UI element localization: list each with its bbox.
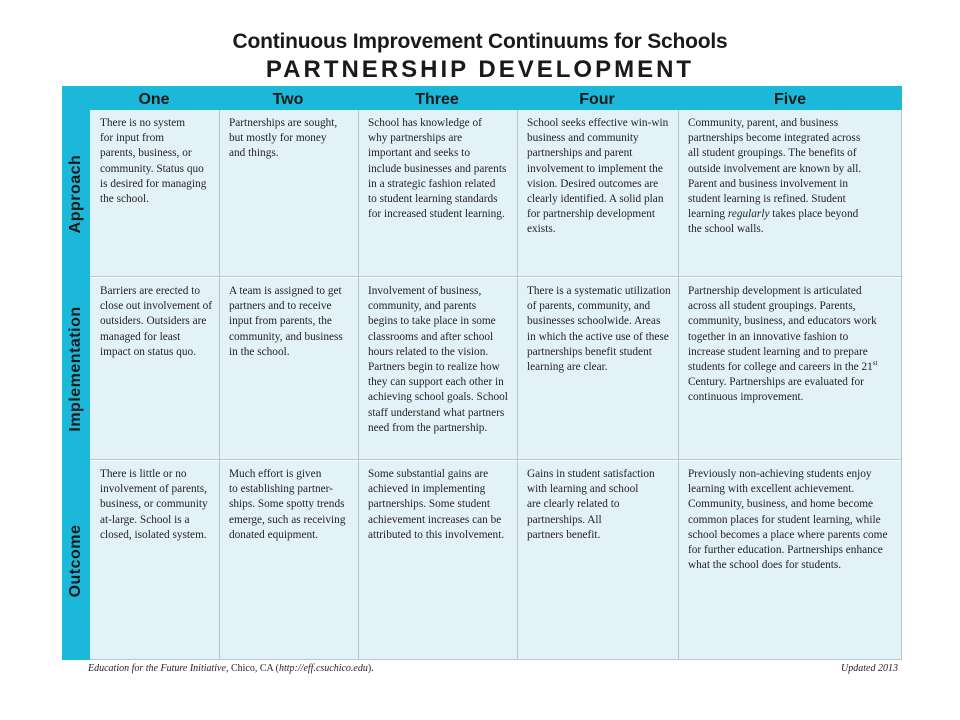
column-divider bbox=[358, 110, 359, 660]
cell-outcome-two: Much effort is given to establishing partner- ships. Some spotty trends emerge, such as receiving donated equipment. bbox=[219, 461, 358, 660]
footer-credit: Education for the Future Initiative, Chico, CA (http://eff.csuchico.edu). bbox=[88, 663, 374, 674]
column-header-three: Three bbox=[415, 91, 459, 108]
cell-outcome-four: Gains in student satisfaction with learning and school are clearly related to partnerships. All partners benefit. bbox=[517, 461, 678, 660]
cell-outcome-one: There is little or no involvement of parents, business, or community at-large. School is a closed, isolated system. bbox=[90, 461, 219, 660]
cell-implementation-two: A team is assigned to get partners and to receive input from parents, the community, and business in the school. bbox=[219, 278, 358, 460]
column-divider bbox=[678, 110, 679, 660]
row-label-implementation: Implementation bbox=[67, 306, 84, 432]
row-label-approach: Approach bbox=[67, 154, 84, 233]
row-label-outcome: Outcome bbox=[67, 524, 84, 597]
footer-updated: Updated 2013 bbox=[841, 663, 898, 674]
cell-outcome-five: Previously non-achieving students enjoy learning with excellent achievement. Community, business, and home become common places for student learning, while school becomes a place where parents come for further education. Partnerships enhance what the school does for students. bbox=[678, 461, 902, 660]
cell-implementation-one: Barriers are erected to close out involvement of outsiders. Outsiders are managed for least impact on status quo. bbox=[90, 278, 219, 460]
column-divider bbox=[219, 110, 220, 660]
cell-implementation-four: There is a systematic utilization of parents, community, and businesses schoolwide. Areas in which the active use of these partnerships benefit student learning are clear. bbox=[517, 278, 678, 460]
column-header-two: Two bbox=[272, 91, 304, 108]
column-header-four: Four bbox=[579, 91, 615, 108]
page-subtitle: PARTNERSHIP DEVELOPMENT bbox=[265, 56, 695, 83]
column-divider bbox=[517, 110, 518, 660]
row-divider bbox=[90, 459, 902, 460]
cell-approach-one: There is no system for input from parents, business, or community. Status quo is desired for managing the school. bbox=[90, 110, 219, 277]
table-bottom-border bbox=[90, 659, 902, 660]
column-header-one: One bbox=[138, 91, 170, 108]
cell-implementation-five: Partnership development is articulated across all student groupings. Parents, community, business, and educators work together in an innovative fashion to increase student learning and to prepare students for college and careers in the 21st Century. Partnerships are evaluated for continuous improvement. bbox=[678, 278, 902, 460]
cell-approach-four: School seeks effective win-win business and community partnerships and parent involvement to implement the vision. Desired outcomes are clearly identified. A solid plan for partnership development exists. bbox=[517, 110, 678, 277]
page-title: Continuous Improvement Continuums for Schools bbox=[232, 30, 728, 53]
footer-url-link[interactable]: http://eff.csuchico.edu bbox=[279, 663, 368, 674]
continuum-table bbox=[62, 86, 902, 660]
table-right-border bbox=[901, 110, 902, 660]
cell-approach-three: School has knowledge of why partnerships are important and seeks to include businesses and parents in a strategic fashion related to student learning standards for increased student learning. bbox=[358, 110, 517, 277]
cell-approach-two: Partnerships are sought, but mostly for money and things. bbox=[219, 110, 358, 277]
cell-outcome-three: Some substantial gains are achieved in implementing partnerships. Some student achievement increases can be attributed to this involvement. bbox=[358, 461, 517, 660]
row-divider bbox=[90, 276, 902, 277]
cell-implementation-three: Involvement of business, community, and parents begins to take place in some classrooms and after school hours related to the vision. Partners begin to realize how they can support each other in achieving school goals. School staff understand what partners need from the partnership. bbox=[358, 278, 517, 460]
cell-approach-five: Community, parent, and business partnerships become integrated across all student groupings. The benefits of outside involvement are known by all. Parent and business involvement in student learning is refined. Student learning regularly takes place beyond the school walls. bbox=[678, 110, 902, 277]
column-header-five: Five bbox=[773, 91, 806, 108]
